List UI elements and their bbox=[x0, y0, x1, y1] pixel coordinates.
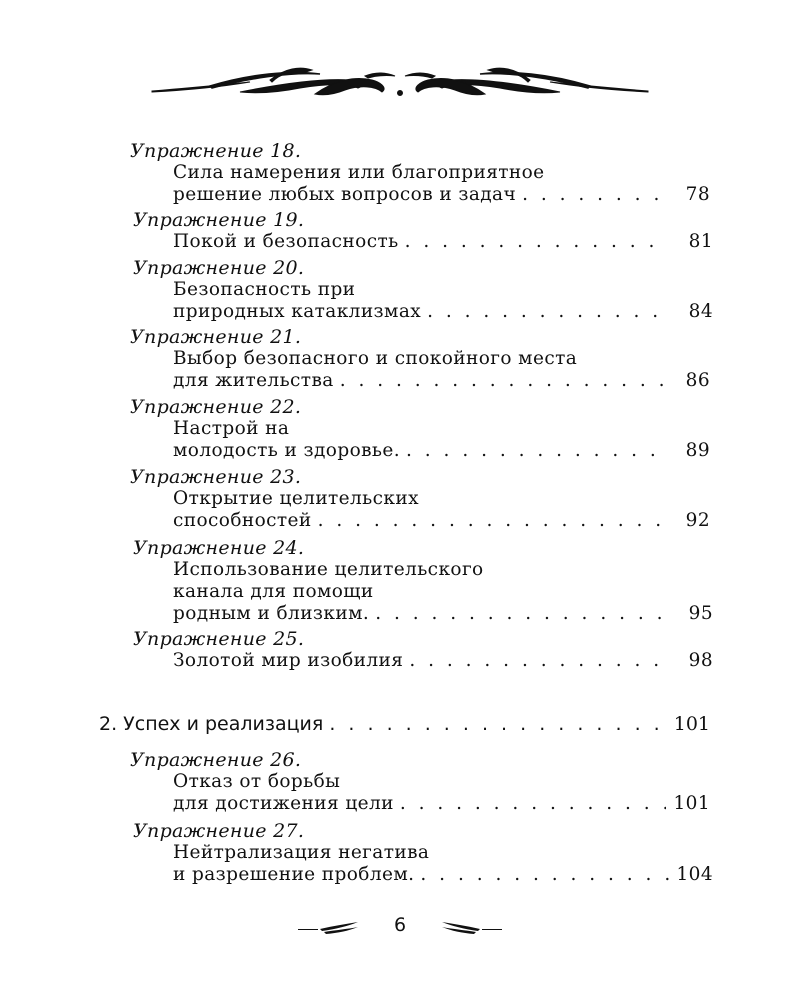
entry-title-line: Покой и безопасность bbox=[173, 231, 399, 252]
page-number: 81 bbox=[688, 231, 713, 252]
section-title: 2. Успех и реализация bbox=[99, 713, 324, 735]
entry-last-line bbox=[130, 793, 710, 815]
entry-title-line: для достижения цели bbox=[173, 793, 394, 814]
entry-last-line bbox=[130, 440, 710, 462]
page-number: 86 bbox=[685, 370, 710, 391]
entry-last-line bbox=[133, 301, 713, 323]
toc-entry-22[interactable] bbox=[130, 396, 710, 462]
dot-leader bbox=[409, 650, 669, 672]
dot-leader bbox=[406, 440, 666, 462]
toc-entry-23[interactable] bbox=[130, 466, 710, 532]
entry-title-line: Отказ от борьбы bbox=[173, 771, 341, 792]
entry-title-line: Открытие целительских bbox=[173, 488, 419, 509]
entry-last-line bbox=[133, 864, 713, 886]
dot-leader bbox=[318, 510, 666, 532]
exercise-label: Упражнение 27. bbox=[133, 820, 305, 842]
page-number: 98 bbox=[688, 650, 713, 671]
dot-leader bbox=[400, 793, 666, 815]
toc-entry-21[interactable] bbox=[130, 326, 710, 392]
page-number: 89 bbox=[685, 440, 710, 461]
dot-leader bbox=[405, 231, 669, 253]
entry-last-line bbox=[130, 184, 710, 206]
exercise-label: Упражнение 19. bbox=[133, 209, 305, 231]
dot-leader bbox=[420, 864, 669, 886]
exercise-label: Упражнение 21. bbox=[130, 326, 302, 348]
dot-leader bbox=[329, 712, 666, 736]
exercise-label: Упражнение 22. bbox=[130, 396, 302, 418]
exercise-label: Упражнение 25. bbox=[133, 628, 305, 650]
exercise-label: Упражнение 26. bbox=[130, 749, 302, 771]
entry-title-line: Безопасность при bbox=[173, 279, 356, 300]
entry-title-line: Выбор безопасного и спокойного места bbox=[173, 348, 578, 369]
entry-last-line bbox=[133, 231, 713, 253]
exercise-label: Упражнение 20. bbox=[133, 257, 305, 279]
dot-leader bbox=[427, 301, 669, 323]
toc-entry-26[interactable] bbox=[130, 749, 710, 815]
toc-entry-24[interactable] bbox=[133, 537, 713, 625]
entry-title-line: Золотой мир изобилия bbox=[173, 650, 404, 671]
section-heading[interactable] bbox=[99, 712, 710, 736]
entry-title-line: способностей bbox=[173, 510, 312, 531]
dot-leader bbox=[340, 370, 666, 392]
entry-title-line: Настрой на bbox=[173, 418, 290, 439]
entry-title-line: канала для помощи bbox=[173, 581, 374, 602]
entry-last-line bbox=[130, 370, 710, 392]
exercise-label: Упражнение 18. bbox=[130, 140, 302, 162]
entry-title-line: решение любых вопросов и задач bbox=[173, 184, 517, 205]
page-number-footer: 6 bbox=[393, 914, 407, 936]
entry-title-line: молодость и здоровье. bbox=[173, 440, 401, 461]
page-number: 92 bbox=[685, 510, 710, 531]
entry-last-line bbox=[130, 510, 710, 532]
page-number: 84 bbox=[688, 301, 713, 322]
entry-title-line: родным и близким. bbox=[173, 603, 370, 624]
page-number: 95 bbox=[688, 603, 713, 624]
page-number: 101 bbox=[673, 793, 710, 814]
page-number: 104 bbox=[676, 864, 713, 885]
footer-ornament-right bbox=[440, 918, 502, 934]
page-number: 101 bbox=[673, 713, 710, 735]
toc-entry-20[interactable] bbox=[133, 257, 713, 323]
entry-last-line bbox=[133, 603, 713, 625]
toc-entry-19[interactable] bbox=[133, 209, 713, 253]
exercise-label: Упражнение 23. bbox=[130, 466, 302, 488]
exercise-label: Упражнение 24. bbox=[133, 537, 305, 559]
entry-title-line: и разрешение проблем. bbox=[173, 864, 415, 885]
toc-entry-18[interactable] bbox=[130, 140, 710, 206]
toc-entry-25[interactable] bbox=[133, 628, 713, 672]
entry-title-line: для жительства bbox=[173, 370, 334, 391]
page-footer bbox=[290, 912, 510, 942]
entry-title-line: Использование целительского bbox=[173, 559, 484, 580]
entry-title-line: Нейтрализация негатива bbox=[173, 842, 430, 863]
entry-title-line: Сила намерения или благоприятное bbox=[173, 162, 545, 183]
entry-title-line: природных катаклизмах bbox=[173, 301, 422, 322]
entry-last-line bbox=[133, 650, 713, 672]
dot-leader bbox=[522, 184, 666, 206]
toc-entry-27[interactable] bbox=[133, 820, 713, 886]
page-number: 78 bbox=[685, 184, 710, 205]
dot-leader bbox=[375, 603, 669, 625]
